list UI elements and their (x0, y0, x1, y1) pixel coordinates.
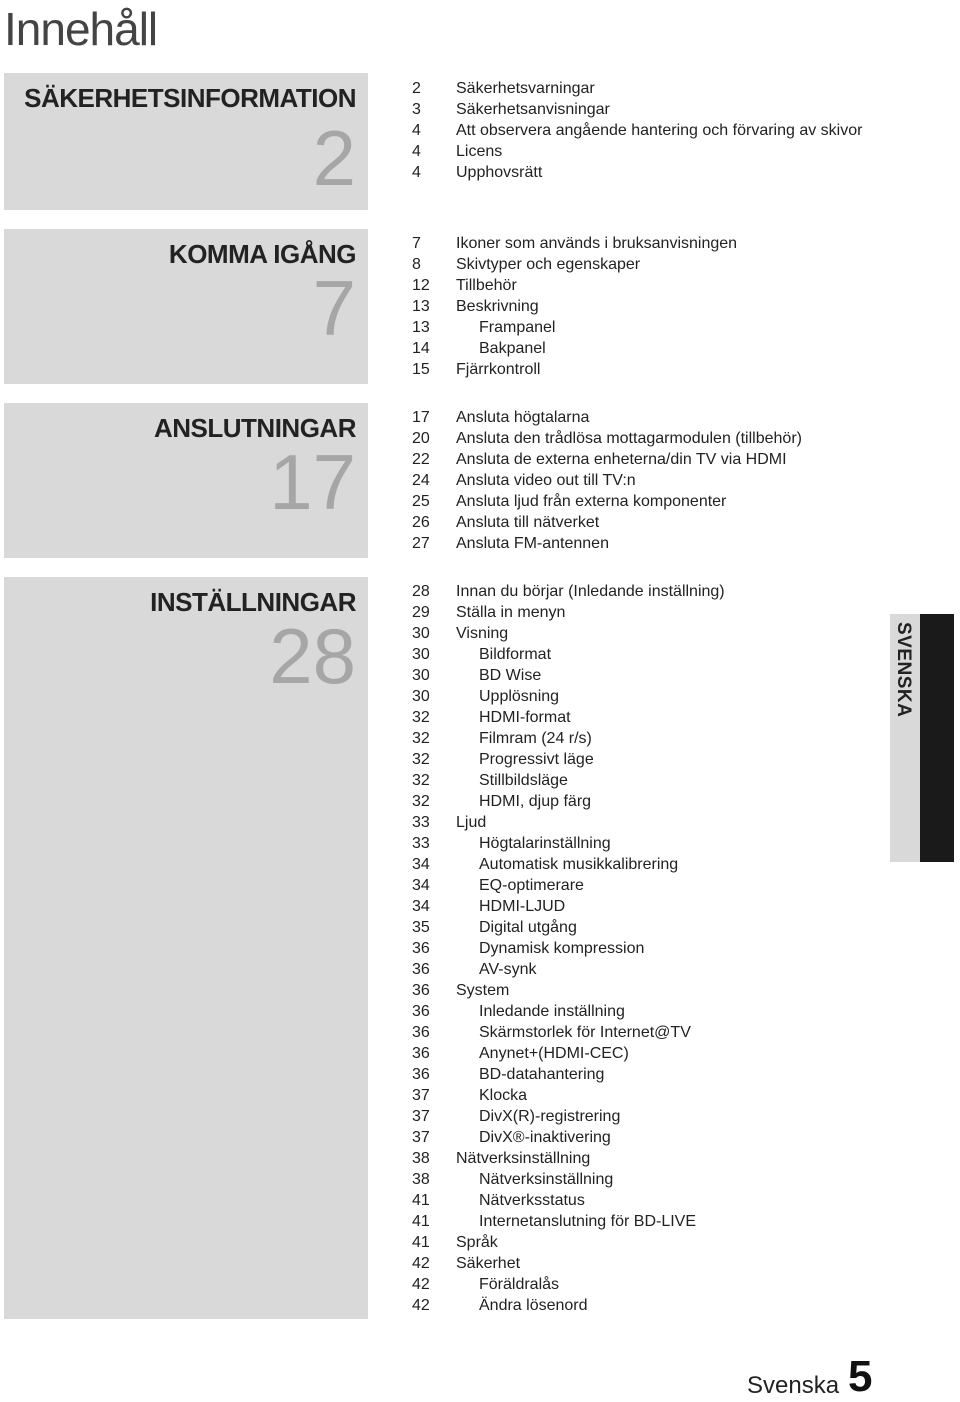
toc-entry-label: Nätverksinställning (456, 1150, 591, 1167)
toc-entry (412, 1148, 882, 1169)
toc-entry (412, 602, 882, 623)
toc-entry (412, 78, 882, 99)
toc-entry-page: 30 (412, 646, 430, 663)
toc-entry-label: Automatisk musikkalibrering (479, 856, 679, 873)
toc-entry-label: EQ-optimerare (479, 877, 584, 894)
toc-entry-page: 42 (412, 1297, 430, 1314)
toc-entry-page: 42 (412, 1255, 430, 1272)
toc-entry-label: AV-synk (479, 961, 537, 978)
toc-entry-label: Säkerhet (456, 1255, 521, 1272)
toc-entry (412, 1001, 882, 1022)
toc-entry (412, 854, 882, 875)
toc-entry (412, 980, 882, 1001)
toc-entry-page: 8 (412, 256, 421, 273)
toc-entry (412, 317, 882, 338)
toc-entry-page: 4 (412, 143, 421, 160)
toc-entry (412, 1064, 882, 1085)
toc-entry-label: Fjärrkontroll (456, 361, 541, 378)
toc-entry-label: Ställa in menyn (456, 604, 566, 621)
toc-entry (412, 449, 882, 470)
toc-entry-label: Filmram (24 r/s) (479, 730, 592, 747)
toc-entry-page: 27 (412, 535, 430, 552)
toc-entry-label: Progressivt läge (479, 751, 594, 768)
section-page-number: 28 (269, 612, 356, 700)
toc-entry (412, 644, 882, 665)
language-tab-label: SVENSKA (893, 622, 914, 718)
toc-entry (412, 749, 882, 770)
toc-entry (412, 833, 882, 854)
toc-entry-page: 28 (412, 583, 430, 600)
toc-entry (412, 959, 882, 980)
toc-entry-label: Internetanslutning för BD-LIVE (479, 1213, 697, 1230)
page-title: Innehåll (4, 3, 158, 55)
toc-entry (412, 1295, 882, 1316)
toc-entry-page: 15 (412, 361, 430, 378)
toc-entry (412, 233, 882, 254)
toc-entry-page: 41 (412, 1213, 430, 1230)
toc-entry-page: 36 (412, 940, 430, 957)
toc-entry (412, 917, 882, 938)
toc-entry-label: Beskrivning (456, 298, 539, 315)
toc-entry-page: 37 (412, 1108, 430, 1125)
toc-entry (412, 254, 882, 275)
toc-entry-label: Skivtyper och egenskaper (456, 256, 641, 273)
toc-entry-label: Innan du börjar (Inledande inställning) (456, 583, 725, 600)
language-tab-bar (920, 614, 954, 862)
toc-entry-label: Ansluta FM-antennen (456, 535, 609, 552)
toc-entry-label: Språk (456, 1234, 498, 1251)
toc-entry-label: Licens (456, 143, 503, 160)
toc-entry (412, 533, 882, 554)
toc-entry (412, 581, 882, 602)
toc-entry-page: 33 (412, 814, 430, 831)
toc-entry (412, 491, 882, 512)
toc-entry-label: Bakpanel (479, 340, 546, 357)
toc-entry-page: 38 (412, 1171, 430, 1188)
toc-entry (412, 407, 882, 428)
toc-entry-label: HDMI-LJUD (479, 898, 566, 915)
section-title: SÄKERHETSINFORMATION (24, 83, 356, 113)
section-box-komma-igang (4, 229, 368, 384)
toc-entry (412, 1190, 882, 1211)
toc-entry (412, 470, 882, 491)
toc-entry-label: Säkerhetsvarningar (456, 80, 595, 97)
toc-entry (412, 1085, 882, 1106)
toc-entry-page: 37 (412, 1087, 430, 1104)
toc-entry (412, 99, 882, 120)
toc-entry-label: Nätverksstatus (479, 1192, 585, 1209)
toc-entry-label: Ansluta högtalarna (456, 409, 590, 426)
toc-entry (412, 120, 882, 141)
toc-entry-page: 30 (412, 688, 430, 705)
toc-entry (412, 875, 882, 896)
toc-entry-label: Bildformat (479, 646, 552, 663)
toc-entry-label: Ansluta den trådlösa mottagarmodulen (tillbehör) (456, 430, 802, 447)
toc-entry-label: Ansluta till nätverket (456, 514, 600, 531)
toc-entry-label: Tillbehör (456, 277, 517, 294)
toc-entry-label: Digital utgång (479, 919, 577, 936)
toc-entries-anslutningar (412, 407, 882, 554)
toc-entry (412, 1043, 882, 1064)
toc-entry-label: Föräldralås (479, 1276, 560, 1293)
toc-entry-label: Nätverksinställning (479, 1171, 614, 1188)
section-box-installningar (4, 577, 368, 1319)
toc-entry-page: 34 (412, 856, 430, 873)
section-box-sakerhetsinformation (4, 73, 368, 210)
toc-entry-page: 3 (412, 101, 421, 118)
toc-entry-page: 41 (412, 1192, 430, 1209)
toc-entry-page: 32 (412, 730, 430, 747)
toc-entry (412, 770, 882, 791)
toc-entry-page: 36 (412, 1003, 430, 1020)
toc-entry-page: 32 (412, 772, 430, 789)
toc-entry-label: Ansluta video out till TV:n (456, 472, 636, 489)
toc-entry (412, 359, 882, 380)
toc-entry-page: 20 (412, 430, 430, 447)
toc-entry-page: 4 (412, 164, 421, 181)
toc-entry-label: BD Wise (479, 667, 542, 684)
toc-entry (412, 1232, 882, 1253)
toc-entry-page: 38 (412, 1150, 430, 1167)
toc-entry (412, 1127, 882, 1148)
section-page-number: 7 (312, 264, 356, 352)
toc-entry-page: 7 (412, 235, 421, 252)
footer-language: Svenska (747, 1372, 840, 1399)
toc-entry-page: 35 (412, 919, 430, 936)
toc-entry (412, 428, 882, 449)
toc-entry-page: 26 (412, 514, 430, 531)
toc-entry (412, 296, 882, 317)
toc-entry-page: 30 (412, 667, 430, 684)
toc-entry (412, 338, 882, 359)
toc-entry-label: Skärmstorlek för Internet@TV (479, 1024, 691, 1041)
toc-entries-installningar (412, 581, 882, 1316)
toc-entry-page: 36 (412, 961, 430, 978)
toc-entry-page: 25 (412, 493, 430, 510)
toc-entry-label: Ansluta ljud från externa komponenter (456, 493, 727, 510)
toc-entry-page: 14 (412, 340, 430, 357)
toc-entry-page: 36 (412, 1066, 430, 1083)
toc-entry-label: Ansluta de externa enheterna/din TV via HDMI (456, 451, 787, 468)
toc-entry (412, 162, 882, 183)
toc-entry (412, 791, 882, 812)
toc-entry-page: 32 (412, 751, 430, 768)
toc-entry-label: HDMI-format (479, 709, 571, 726)
toc-entry-page: 12 (412, 277, 430, 294)
toc-entry-page: 13 (412, 319, 430, 336)
toc-entry-page: 37 (412, 1129, 430, 1146)
toc-entry-page: 34 (412, 877, 430, 894)
toc-entry (412, 1274, 882, 1295)
toc-entry-label: HDMI, djup färg (479, 793, 592, 810)
toc-entry-label: DivX®-inaktivering (479, 1129, 611, 1146)
toc-entry-label: Dynamisk kompression (479, 940, 645, 957)
toc-entry (412, 1211, 882, 1232)
toc-entry-page: 34 (412, 898, 430, 915)
toc-entry (412, 938, 882, 959)
footer-page-number: 5 (848, 1352, 873, 1401)
toc-entry (412, 812, 882, 833)
toc-entry-label: Högtalarinställning (479, 835, 611, 852)
toc-entry-page: 2 (412, 80, 421, 97)
toc-entry-page: 13 (412, 298, 430, 315)
toc-entry-label: Ikoner som används i bruksanvisningen (456, 235, 738, 252)
toc-entry (412, 623, 882, 644)
section-title: KOMMA IGÅNG (168, 239, 356, 269)
toc-entry-page: 33 (412, 835, 430, 852)
toc-entry-label: Ljud (456, 814, 487, 831)
toc-entry-label: Upplösning (479, 688, 560, 705)
toc-entry-label: BD-datahantering (479, 1066, 605, 1083)
toc-entry-label: Frampanel (479, 319, 556, 336)
toc-entry-page: 24 (412, 472, 430, 489)
section-title: ANSLUTNINGAR (154, 413, 356, 443)
toc-entry (412, 665, 882, 686)
toc-entry-page: 41 (412, 1234, 430, 1251)
toc-entry-page: 36 (412, 982, 430, 999)
toc-entry-page: 32 (412, 709, 430, 726)
toc-entry-label: Klocka (479, 1087, 528, 1104)
toc-entry (412, 728, 882, 749)
toc-entry (412, 686, 882, 707)
toc-entry-label: System (456, 982, 510, 999)
toc-entry-page: 30 (412, 625, 430, 642)
toc-entry-page: 36 (412, 1024, 430, 1041)
toc-entry (412, 1169, 882, 1190)
toc-entries-komma-igang (412, 233, 882, 380)
toc-entry (412, 1022, 882, 1043)
toc-entry-label: Inledande inställning (479, 1003, 625, 1020)
toc-entry (412, 275, 882, 296)
section-page-number: 2 (312, 114, 356, 202)
toc-entry-page: 29 (412, 604, 430, 621)
toc-entry-page: 17 (412, 409, 430, 426)
toc-entry-label: Ändra lösenord (479, 1297, 588, 1314)
toc-entry-label: Stillbildsläge (479, 772, 568, 789)
toc-entry (412, 707, 882, 728)
toc-entry-label: DivX(R)-registrering (479, 1108, 621, 1125)
section-title: INSTÄLLNINGAR (150, 587, 356, 617)
toc-entry-page: 36 (412, 1045, 430, 1062)
toc-entry (412, 141, 882, 162)
toc-entry-label: Säkerhetsanvisningar (456, 101, 610, 118)
toc-entry-label: Visning (456, 625, 509, 642)
toc-entry-label: Anynet+(HDMI-CEC) (479, 1045, 629, 1062)
section-page-number: 17 (269, 438, 356, 526)
toc-entry-page: 32 (412, 793, 430, 810)
toc-entry (412, 1106, 882, 1127)
toc-entry-page: 22 (412, 451, 430, 468)
toc-entry (412, 896, 882, 917)
toc-entry-label: Att observera angående hantering och förvaring av skivor (456, 122, 863, 139)
toc-entry (412, 512, 882, 533)
toc-entry-page: 4 (412, 122, 421, 139)
toc-entry (412, 1253, 882, 1274)
toc-entries-sakerhetsinformation (412, 78, 882, 183)
toc-entry-label: Upphovsrätt (456, 164, 543, 181)
section-box-anslutningar (4, 403, 368, 558)
toc-entry-page: 42 (412, 1276, 430, 1293)
